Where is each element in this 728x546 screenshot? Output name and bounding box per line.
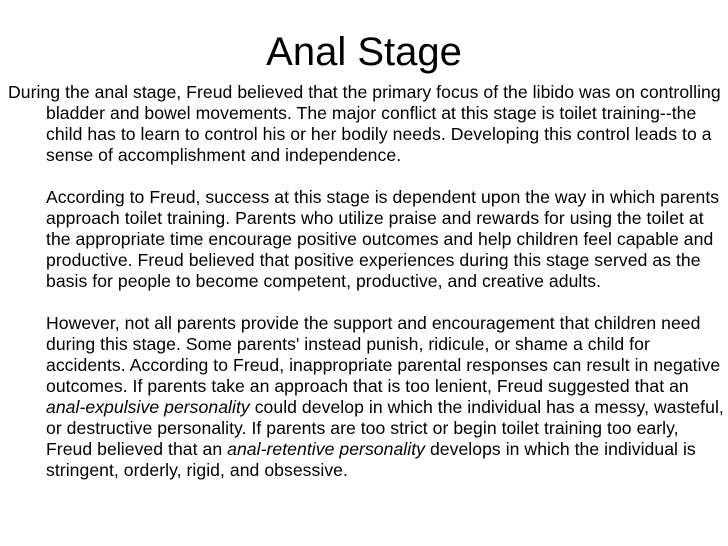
paragraph-parental-responses	[8, 313, 724, 481]
term-anal-expulsive: anal-expulsive personality	[46, 397, 250, 417]
paragraph-text-part-1: However, not all parents provide the support and encouragement that children need during this stage. Some parents' instead punish, ridicule, or shame a child for accidents. According to Freud, inappropriate parental responses can result in negative outcomes. If parents take an approach that is too lenient, Freud suggested that an	[46, 313, 721, 396]
paragraph-toilet-training-success: According to Freud, success at this stage is dependent upon the way in which parents approach toilet training. Parents who utilize praise and rewards for using the toilet at the appropriate time encourage positive outcomes and help children feel capable and productive. Freud believed that positive experiences during this stage served as the basis for people to become competent, productive, and creative adults.	[46, 187, 720, 291]
slide-body	[8, 82, 724, 481]
slide-title: Anal Stage	[266, 30, 462, 74]
paragraph-text-part-3: develops in which the individual is stringent, orderly, rigid, and obsessive.	[46, 439, 696, 480]
term-anal-retentive: anal-retentive personality	[227, 439, 425, 459]
paragraph-anal-stage-intro: During the anal stage, Freud believed that the primary focus of the libido was on controlling bladder and bowel movements. The major conflict at this stage is toilet training--the child has to learn to control his or her bodily needs. Developing this control leads to a sense of accomplishment and independence.	[8, 82, 721, 165]
paragraph-text-part-2: could develop in which the individual has a messy, wasteful, or destructive personality. If parents are too strict or begin toilet training too early, Freud believed that an	[46, 397, 724, 459]
